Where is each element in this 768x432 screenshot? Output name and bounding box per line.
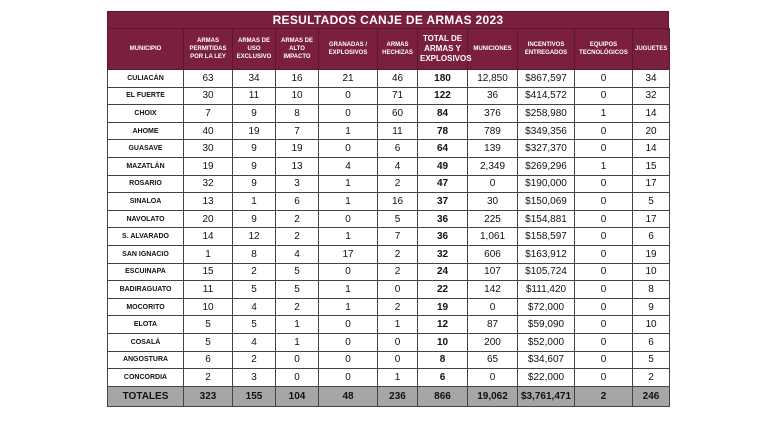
cell-total: 180 (418, 70, 468, 88)
cell-armas-hechizas: 0 (378, 333, 418, 351)
cell-municiones: 606 (468, 245, 518, 263)
cell-armas-permitidas: 30 (184, 87, 233, 105)
cell-juguetes: 32 (633, 87, 670, 105)
results-table-container (107, 11, 669, 407)
col-header-equipos: EQUIPOS TECNOLÓGICOS (575, 29, 633, 70)
cell-municiones: 107 (468, 263, 518, 281)
table-row (108, 140, 670, 158)
table-row (108, 157, 670, 175)
total-cell-granadas: 48 (319, 386, 378, 406)
cell-uso-exclusivo: 34 (233, 70, 276, 88)
cell-juguetes: 20 (633, 122, 670, 140)
cell-armas-permitidas: 10 (184, 298, 233, 316)
cell-municipio: ANGOSTURA (108, 351, 184, 369)
cell-incentivos: $163,912 (518, 245, 575, 263)
table-row (108, 245, 670, 263)
cell-juguetes: 34 (633, 70, 670, 88)
cell-granadas: 1 (319, 175, 378, 193)
cell-uso-exclusivo: 2 (233, 351, 276, 369)
cell-armas-permitidas: 7 (184, 105, 233, 123)
cell-incentivos: $190,000 (518, 175, 575, 193)
cell-incentivos: $158,597 (518, 228, 575, 246)
cell-granadas: 0 (319, 105, 378, 123)
cell-armas-permitidas: 2 (184, 369, 233, 387)
cell-municipio: CULIACÁN (108, 70, 184, 88)
col-header-juguetes: JUGUETES (633, 29, 670, 70)
cell-total: 47 (418, 175, 468, 193)
table-row (108, 281, 670, 299)
cell-uso-exclusivo: 3 (233, 369, 276, 387)
cell-granadas: 1 (319, 298, 378, 316)
cell-uso-exclusivo: 4 (233, 333, 276, 351)
cell-equipos: 1 (575, 157, 633, 175)
cell-municiones: 1,061 (468, 228, 518, 246)
total-cell-juguetes: 246 (633, 386, 670, 406)
cell-armas-permitidas: 40 (184, 122, 233, 140)
cell-alto-impacto: 10 (276, 87, 319, 105)
cell-equipos: 0 (575, 298, 633, 316)
cell-armas-permitidas: 11 (184, 281, 233, 299)
cell-granadas: 1 (319, 281, 378, 299)
cell-uso-exclusivo: 5 (233, 316, 276, 334)
cell-juguetes: 5 (633, 351, 670, 369)
cell-alto-impacto: 0 (276, 351, 319, 369)
cell-incentivos: $269,296 (518, 157, 575, 175)
cell-juguetes: 10 (633, 316, 670, 334)
cell-municipio: MOCORITO (108, 298, 184, 316)
cell-total: 24 (418, 263, 468, 281)
cell-armas-hechizas: 46 (378, 70, 418, 88)
cell-armas-hechizas: 1 (378, 316, 418, 334)
cell-armas-hechizas: 6 (378, 140, 418, 158)
cell-municiones: 789 (468, 122, 518, 140)
cell-equipos: 0 (575, 70, 633, 88)
cell-incentivos: $105,724 (518, 263, 575, 281)
col-header-alto-impacto: ARMAS DE ALTO IMPACTO (276, 29, 319, 70)
cell-municiones: 0 (468, 175, 518, 193)
cell-alto-impacto: 2 (276, 228, 319, 246)
cell-municiones: 200 (468, 333, 518, 351)
cell-uso-exclusivo: 1 (233, 193, 276, 211)
cell-uso-exclusivo: 4 (233, 298, 276, 316)
table-row (108, 298, 670, 316)
total-cell-equipos: 2 (575, 386, 633, 406)
cell-alto-impacto: 8 (276, 105, 319, 123)
cell-total: 8 (418, 351, 468, 369)
table-body (108, 70, 670, 407)
cell-municipio: AHOME (108, 122, 184, 140)
table-row (108, 122, 670, 140)
cell-uso-exclusivo: 12 (233, 228, 276, 246)
cell-equipos: 0 (575, 140, 633, 158)
cell-municipio: ELOTA (108, 316, 184, 334)
col-header-granadas: GRANADAS / EXPLOSIVOS (319, 29, 378, 70)
cell-armas-hechizas: 0 (378, 351, 418, 369)
cell-granadas: 0 (319, 263, 378, 281)
table-row (108, 369, 670, 387)
cell-total: 10 (418, 333, 468, 351)
cell-municiones: 36 (468, 87, 518, 105)
cell-municiones: 139 (468, 140, 518, 158)
cell-uso-exclusivo: 9 (233, 105, 276, 123)
cell-armas-hechizas: 2 (378, 263, 418, 281)
cell-equipos: 0 (575, 122, 633, 140)
cell-total: 6 (418, 369, 468, 387)
cell-municipio: ESCUINAPA (108, 263, 184, 281)
total-cell-municipio: TOTALES (108, 386, 184, 406)
cell-municipio: COSALÁ (108, 333, 184, 351)
cell-uso-exclusivo: 9 (233, 157, 276, 175)
cell-armas-hechizas: 2 (378, 298, 418, 316)
cell-armas-permitidas: 15 (184, 263, 233, 281)
total-cell-municiones: 19,062 (468, 386, 518, 406)
cell-equipos: 1 (575, 105, 633, 123)
cell-armas-hechizas: 16 (378, 193, 418, 211)
cell-equipos: 0 (575, 87, 633, 105)
col-header-uso-exclusivo: ARMAS DE USO EXCLUSIVO (233, 29, 276, 70)
col-header-incentivos: INCENTIVOS ENTREGADOS (518, 29, 575, 70)
totals-row (108, 386, 670, 406)
cell-total: 22 (418, 281, 468, 299)
cell-equipos: 0 (575, 369, 633, 387)
cell-municipio: BADIRAGUATO (108, 281, 184, 299)
cell-granadas: 0 (319, 87, 378, 105)
cell-municipio: EL FUERTE (108, 87, 184, 105)
cell-municipio: MAZATLÁN (108, 157, 184, 175)
cell-juguetes: 8 (633, 281, 670, 299)
cell-incentivos: $34,607 (518, 351, 575, 369)
cell-armas-permitidas: 32 (184, 175, 233, 193)
cell-municipio: SAN IGNACIO (108, 245, 184, 263)
cell-municiones: 65 (468, 351, 518, 369)
cell-total: 36 (418, 228, 468, 246)
cell-incentivos: $154,881 (518, 210, 575, 228)
cell-uso-exclusivo: 9 (233, 175, 276, 193)
cell-municipio: GUASAVE (108, 140, 184, 158)
cell-armas-hechizas: 4 (378, 157, 418, 175)
cell-juguetes: 2 (633, 369, 670, 387)
table-row (108, 87, 670, 105)
cell-granadas: 1 (319, 228, 378, 246)
col-header-municipio: MUNICIPIO (108, 29, 184, 70)
cell-juguetes: 14 (633, 140, 670, 158)
cell-incentivos: $258,980 (518, 105, 575, 123)
cell-armas-permitidas: 19 (184, 157, 233, 175)
cell-municiones: 142 (468, 281, 518, 299)
cell-municiones: 376 (468, 105, 518, 123)
cell-total: 19 (418, 298, 468, 316)
cell-equipos: 0 (575, 351, 633, 369)
cell-juguetes: 19 (633, 245, 670, 263)
cell-equipos: 0 (575, 333, 633, 351)
col-header-total: TOTAL DE ARMAS Y EXPLOSIVOS (418, 29, 468, 70)
total-cell-incentivos: $3,761,471 (518, 386, 575, 406)
cell-incentivos: $22,000 (518, 369, 575, 387)
cell-municipio: SINALOA (108, 193, 184, 211)
cell-total: 32 (418, 245, 468, 263)
cell-incentivos: $349,356 (518, 122, 575, 140)
cell-municipio: ROSARIO (108, 175, 184, 193)
cell-uso-exclusivo: 2 (233, 263, 276, 281)
cell-alto-impacto: 1 (276, 333, 319, 351)
cell-juguetes: 17 (633, 210, 670, 228)
cell-juguetes: 10 (633, 263, 670, 281)
cell-armas-permitidas: 14 (184, 228, 233, 246)
cell-total: 49 (418, 157, 468, 175)
table-row (108, 70, 670, 88)
cell-incentivos: $327,370 (518, 140, 575, 158)
cell-uso-exclusivo: 11 (233, 87, 276, 105)
cell-granadas: 0 (319, 316, 378, 334)
cell-incentivos: $111,420 (518, 281, 575, 299)
cell-municiones: 2,349 (468, 157, 518, 175)
cell-municipio: CHOIX (108, 105, 184, 123)
cell-juguetes: 14 (633, 105, 670, 123)
cell-alto-impacto: 2 (276, 210, 319, 228)
cell-alto-impacto: 2 (276, 298, 319, 316)
cell-alto-impacto: 5 (276, 263, 319, 281)
cell-juguetes: 5 (633, 193, 670, 211)
cell-armas-permitidas: 63 (184, 70, 233, 88)
cell-equipos: 0 (575, 263, 633, 281)
cell-armas-hechizas: 2 (378, 175, 418, 193)
cell-uso-exclusivo: 8 (233, 245, 276, 263)
col-header-armas-hechizas: ARMAS HECHIZAS (378, 29, 418, 70)
cell-alto-impacto: 3 (276, 175, 319, 193)
cell-granadas: 0 (319, 369, 378, 387)
cell-equipos: 0 (575, 210, 633, 228)
total-cell-total: 866 (418, 386, 468, 406)
cell-total: 84 (418, 105, 468, 123)
cell-uso-exclusivo: 19 (233, 122, 276, 140)
table-row (108, 228, 670, 246)
cell-juguetes: 6 (633, 228, 670, 246)
table-row (108, 316, 670, 334)
cell-armas-hechizas: 7 (378, 228, 418, 246)
cell-municipio: S. ALVARADO (108, 228, 184, 246)
cell-municipio: NAVOLATO (108, 210, 184, 228)
cell-total: 122 (418, 87, 468, 105)
cell-uso-exclusivo: 9 (233, 140, 276, 158)
table-row (108, 105, 670, 123)
cell-granadas: 0 (319, 351, 378, 369)
cell-granadas: 17 (319, 245, 378, 263)
cell-armas-permitidas: 6 (184, 351, 233, 369)
cell-total: 36 (418, 210, 468, 228)
cell-armas-hechizas: 1 (378, 369, 418, 387)
cell-armas-hechizas: 71 (378, 87, 418, 105)
cell-municipio: CONCORDIA (108, 369, 184, 387)
cell-granadas: 4 (319, 157, 378, 175)
cell-uso-exclusivo: 5 (233, 281, 276, 299)
table-title: RESULTADOS CANJE DE ARMAS 2023 (107, 11, 669, 28)
cell-juguetes: 9 (633, 298, 670, 316)
cell-equipos: 0 (575, 193, 633, 211)
cell-granadas: 0 (319, 333, 378, 351)
cell-alto-impacto: 0 (276, 369, 319, 387)
cell-equipos: 0 (575, 281, 633, 299)
cell-armas-permitidas: 1 (184, 245, 233, 263)
table-row (108, 263, 670, 281)
cell-armas-hechizas: 60 (378, 105, 418, 123)
cell-total: 78 (418, 122, 468, 140)
cell-municiones: 30 (468, 193, 518, 211)
cell-municiones: 87 (468, 316, 518, 334)
results-table (107, 28, 670, 407)
cell-alto-impacto: 7 (276, 122, 319, 140)
cell-juguetes: 17 (633, 175, 670, 193)
cell-total: 64 (418, 140, 468, 158)
cell-granadas: 0 (319, 210, 378, 228)
header-row (108, 29, 670, 70)
cell-armas-hechizas: 11 (378, 122, 418, 140)
cell-equipos: 0 (575, 175, 633, 193)
cell-incentivos: $150,069 (518, 193, 575, 211)
cell-incentivos: $59,090 (518, 316, 575, 334)
cell-equipos: 0 (575, 245, 633, 263)
cell-incentivos: $72,000 (518, 298, 575, 316)
total-cell-alto-impacto: 104 (276, 386, 319, 406)
cell-granadas: 21 (319, 70, 378, 88)
cell-alto-impacto: 13 (276, 157, 319, 175)
table-row (108, 333, 670, 351)
cell-municiones: 0 (468, 298, 518, 316)
cell-juguetes: 6 (633, 333, 670, 351)
cell-alto-impacto: 19 (276, 140, 319, 158)
table-row (108, 351, 670, 369)
cell-incentivos: $414,572 (518, 87, 575, 105)
cell-armas-hechizas: 5 (378, 210, 418, 228)
cell-armas-permitidas: 30 (184, 140, 233, 158)
cell-total: 37 (418, 193, 468, 211)
total-cell-armas-hechizas: 236 (378, 386, 418, 406)
cell-granadas: 1 (319, 122, 378, 140)
cell-municiones: 0 (468, 369, 518, 387)
cell-alto-impacto: 16 (276, 70, 319, 88)
col-header-armas-permitidas: ARMAS PERMITIDAS POR LA LEY (184, 29, 233, 70)
cell-municiones: 225 (468, 210, 518, 228)
cell-armas-permitidas: 13 (184, 193, 233, 211)
table-row (108, 210, 670, 228)
table-row (108, 193, 670, 211)
cell-incentivos: $52,000 (518, 333, 575, 351)
cell-armas-permitidas: 5 (184, 333, 233, 351)
cell-alto-impacto: 1 (276, 316, 319, 334)
cell-granadas: 0 (319, 140, 378, 158)
cell-incentivos: $867,597 (518, 70, 575, 88)
cell-armas-permitidas: 5 (184, 316, 233, 334)
cell-granadas: 1 (319, 193, 378, 211)
cell-equipos: 0 (575, 228, 633, 246)
total-cell-armas-permitidas: 323 (184, 386, 233, 406)
cell-equipos: 0 (575, 316, 633, 334)
table-row (108, 175, 670, 193)
cell-municiones: 12,850 (468, 70, 518, 88)
cell-juguetes: 15 (633, 157, 670, 175)
total-cell-uso-exclusivo: 155 (233, 386, 276, 406)
cell-uso-exclusivo: 9 (233, 210, 276, 228)
cell-total: 12 (418, 316, 468, 334)
cell-alto-impacto: 4 (276, 245, 319, 263)
cell-alto-impacto: 6 (276, 193, 319, 211)
cell-armas-permitidas: 20 (184, 210, 233, 228)
col-header-municiones: MUNICIONES (468, 29, 518, 70)
cell-armas-hechizas: 2 (378, 245, 418, 263)
cell-armas-hechizas: 0 (378, 281, 418, 299)
cell-alto-impacto: 5 (276, 281, 319, 299)
